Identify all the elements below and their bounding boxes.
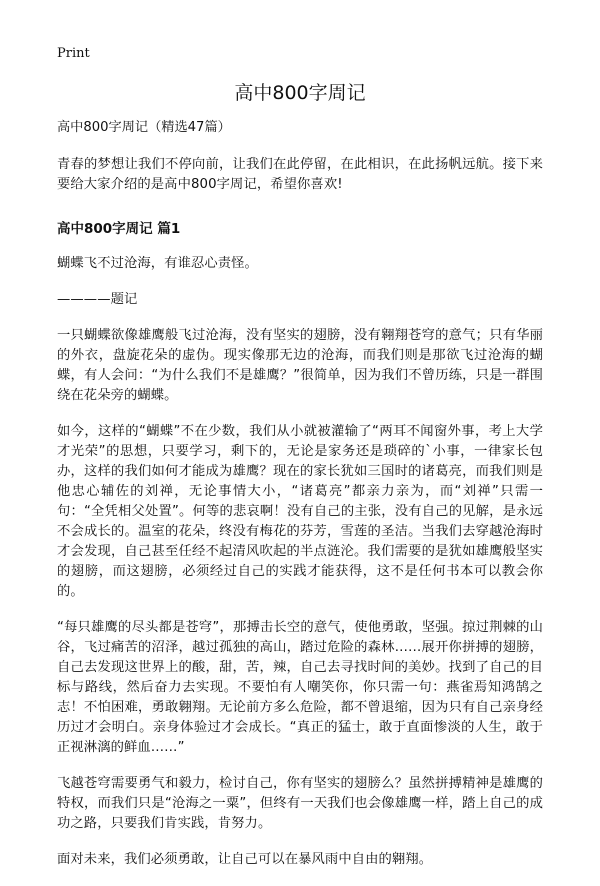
- paragraph: 飞越苍穹需要勇气和毅力，检讨自己，你有坚实的翅膀么？虽然拼搏精神是雄鹰的特权，而我们只是“沧海之一粟”，但终有一天我们也会像雄鹰一样，踏上自己的成功之路，只要我们肯实践，肯努力。: [57, 776, 543, 831]
- paragraph: ————题记: [57, 292, 138, 307]
- paragraph: 如今，这样的“蝴蝶”不在少数，我们从小就被灌输了“两耳不闻窗外事，考上大学才光荣”的思想，只要学习，剩下的，无论是家务还是琐碎的`小事，一律家长包办，这样的我们如何才能成为雄鹰？现在的家长犹如三国时的诸葛亮，而我们则是他忠心辅佐的刘禅，无论事情大小，“诸葛亮”都亲力亲为，而“刘禅”只需一句：“全凭相父处置”。何等的悲哀啊！没有自己的主张，没有自己的见解，是永远不会成长的。温室的花朵，终没有梅花的芬芳，雪莲的圣洁。当我们去穿越沧海时才会发现，自己甚至任经不起清风吹起的半点涟沦。我们需要的是犹如雄鹰般坚实的翅膀，而这翅膀，必须经过自己的实践才能获得，这不是任何书本可以教会你的。: [57, 424, 543, 599]
- print-link[interactable]: Print: [57, 46, 90, 61]
- section-heading: 高中800字周记 篇1: [57, 221, 181, 237]
- paragraph: “每只雄鹰的尽头都是苍穹”，那搏击长空的意气，使他勇敢，坚强。掠过荆棘的山谷，飞过痛苦的沼泽，越过孤独的高山，踏过危险的森林……展开你拼搏的翅膀，自己去发现这世界上的酸，甜，苦，辣，自己去寻找时间的美妙。找到了自己的目标与路线，然后奋力去实现。不要怕有人嘲笑你，你只需一句：燕雀焉知鸿鹄之志！不怕困难，勇敢翱翔。无论前方多么危险，都不曾退缩，因为只有自己亲身经历过才会明白。亲身体验过才会成长。“真正的猛士，敢于直面惨淡的人生，敢于正视淋漓的鲜血……”: [57, 620, 543, 755]
- intro-paragraph: 青春的梦想让我们不停向前，让我们在此停留，在此相识，在此扬帆远航。接下来要给大家介绍的是高中800字周记，希望你喜欢!: [57, 157, 543, 192]
- paragraph: 蝴蝶飞不过沧海，有谁忍心责怪。: [57, 256, 258, 271]
- paragraph: 一只蝴蝶欲像雄鹰般飞过沧海，没有坚实的翅膀，没有翱翔苍穹的意气；只有华丽的外衣，盘旋花朵的虚伪。现实像那无边的沧海，而我们则是那欲飞过沧海的蝴蝶，有人会问：“为什么我们不是雄鹰？”很简单，因为我们不曾历练，只是一群围绕在花朵旁的蝴蝶。: [57, 328, 543, 403]
- document-body: [57, 118, 543, 886]
- document-subtitle: 高中800字周记（精选47篇）: [57, 120, 231, 135]
- page-title: 高中800字周记: [234, 82, 366, 104]
- paragraph: 面对未来，我们必须勇敢，让自己可以在暴风雨中自由的翱翔。: [57, 852, 433, 867]
